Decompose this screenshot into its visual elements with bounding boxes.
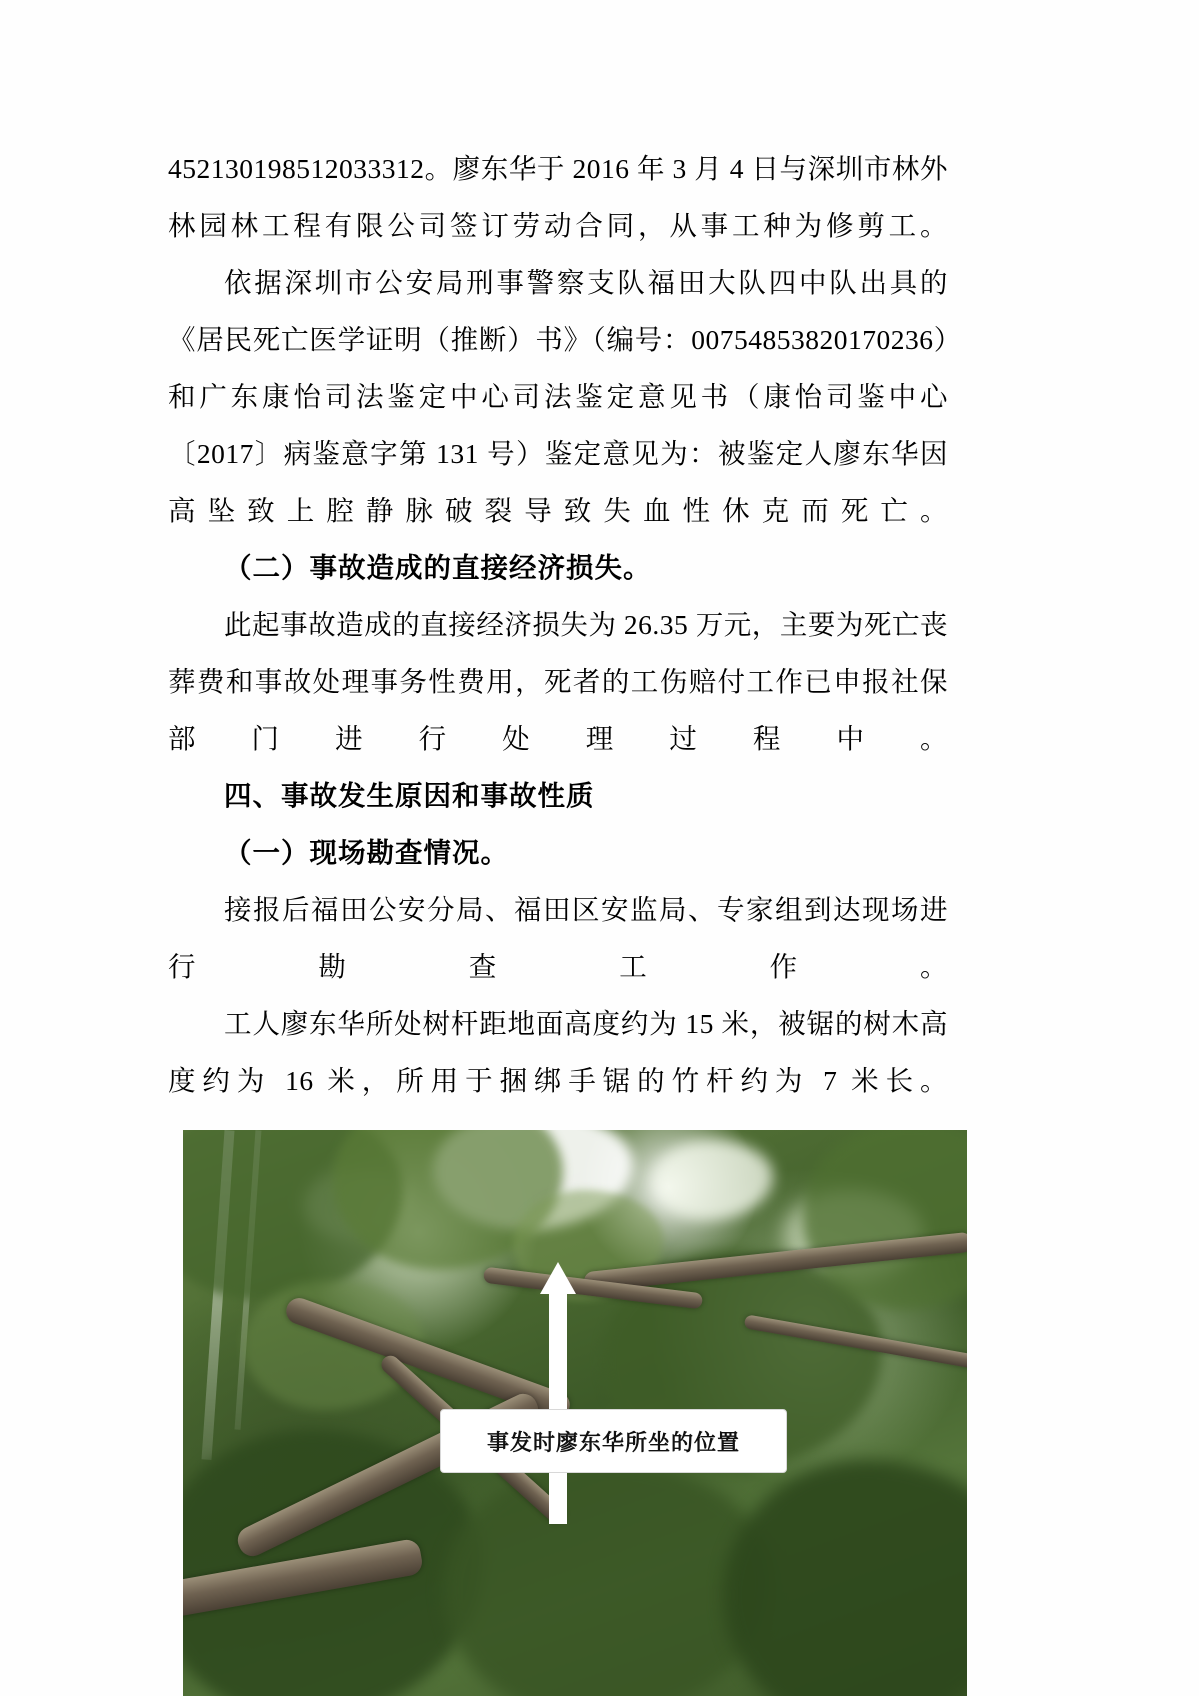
sky-patch	[653, 1140, 773, 1220]
heading-direct-economic-loss: （二）事故造成的直接经济损失。	[224, 552, 652, 583]
heading-site-survey: （一）现场勘查情况。	[224, 837, 509, 868]
photo-canvas	[183, 1130, 967, 1696]
paragraph-8: 工人廖东华所处树杆距地面高度约为 15 米，被锯的树木高度约为 16 米，所用于捆绑手锯的竹杆约为 7 米长。	[168, 1008, 948, 1096]
paragraph-1: 452130198512033312。廖东华于 2016 年 3 月 4 日与深圳市林外林园林工程有限公司签订劳动合同，从事工种为修剪工。	[168, 153, 948, 241]
foliage	[723, 1460, 967, 1696]
position-arrow	[540, 1262, 576, 1524]
paragraph-4: 此起事故造成的直接经济损失为 26.35 万元，主要为死亡丧葬费和事故处理事务性费用，死者的工伤赔付工作已申报社保部门进行处理过程中。	[168, 609, 948, 754]
heading-section-four: 四、事故发生原因和事故性质	[224, 780, 595, 811]
accident-scene-photo	[183, 1130, 967, 1696]
photo-callout-label: 事发时廖东华所坐的位置	[440, 1409, 787, 1473]
paragraph-7: 接报后福田公安分局、福田区安监局、专家组到达现场进行勘查工作。	[168, 894, 948, 982]
document-body	[168, 140, 948, 1109]
arrow-shaft	[549, 1290, 567, 1524]
paragraph-2: 依据深圳市公安局刑事警察支队福田大队四中队出具的《居民死亡医学证明（推断）书》（编号：00754853820170236）和广东康怡司法鉴定中心司法鉴定意见书（康怡司鉴中心〔2017〕病鉴意字第 131 号）鉴定意见为：被鉴定人廖东华因高坠致上腔静脉破裂导致失血性休克而死亡。	[168, 267, 948, 526]
